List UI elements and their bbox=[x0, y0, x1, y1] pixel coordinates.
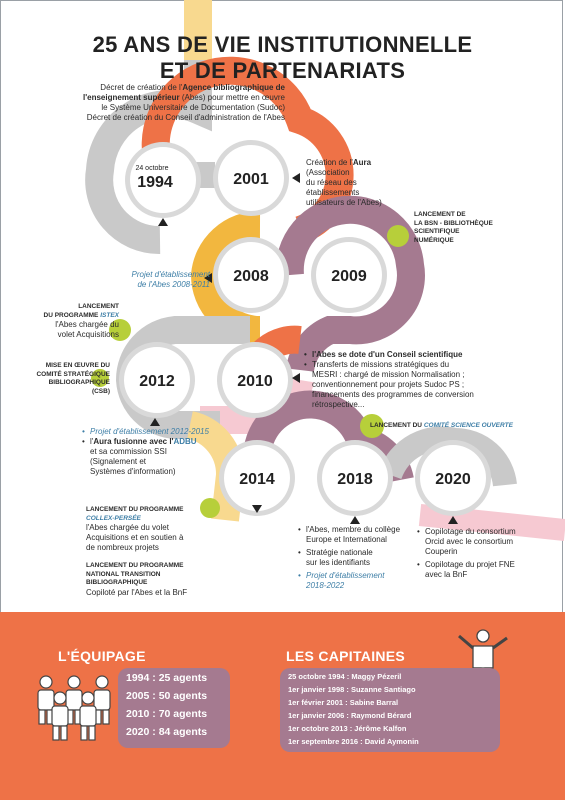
equipage-year: 2005 bbox=[126, 690, 150, 702]
year-2014: 2014 bbox=[239, 471, 275, 488]
text-line: le Système Universitaire de Documentation (Sudoc) bbox=[101, 103, 285, 112]
arrow-up-1994 bbox=[158, 218, 168, 226]
text-line: (Association bbox=[306, 168, 350, 177]
text-fragment: l' bbox=[90, 437, 94, 446]
capitaine-name: Jérôme Kalfon bbox=[354, 724, 407, 733]
text-line: et sa commission SSI bbox=[90, 447, 167, 456]
capitaines-box bbox=[280, 668, 500, 752]
text-line: • Stratégie nationale bbox=[306, 548, 373, 557]
text-line: financements des programmes de conversion bbox=[312, 390, 474, 399]
text-line: utilisateurs de l'Abes) bbox=[306, 198, 382, 207]
green-dot-bsn bbox=[387, 225, 409, 247]
arrow-up-2018 bbox=[350, 516, 360, 524]
list-item bbox=[298, 571, 418, 591]
list-item bbox=[417, 560, 547, 580]
equipage-row bbox=[126, 672, 207, 684]
capitaine-date: 1er février 2001 bbox=[288, 698, 344, 707]
text-line: NUMÉRIQUE bbox=[414, 236, 454, 244]
arrow-left-2001 bbox=[292, 173, 300, 183]
text-fragment: Décret de création de l' bbox=[100, 83, 183, 92]
capitaine-row bbox=[288, 724, 406, 733]
equipage-box bbox=[118, 668, 230, 748]
text-fragment: l'enseignement supérieur bbox=[83, 93, 180, 102]
istex-launch-text bbox=[20, 303, 119, 340]
separator: : bbox=[149, 690, 159, 702]
equipage-value: 84 agents bbox=[158, 726, 208, 738]
capitaine-date: 1er janvier 2006 bbox=[288, 711, 345, 720]
year-2020: 2020 bbox=[435, 471, 471, 488]
date-1994: 24 octobre bbox=[135, 165, 169, 172]
text-line: de l'Abes 2008-2011 bbox=[137, 280, 210, 289]
list-item: • Projet d'établissement 2012-2015 bbox=[82, 427, 242, 437]
text-line: 2018-2022 bbox=[306, 581, 345, 590]
text-fragment: Création de l' bbox=[306, 158, 353, 167]
list-item bbox=[298, 548, 418, 568]
text-line: MESRI : chargé de mission Normalisation ; bbox=[312, 370, 465, 379]
text-line: Copiloté par l'Abes et la BnF bbox=[86, 587, 188, 597]
text-line: de nombreux projets bbox=[86, 543, 159, 552]
team-people-icon bbox=[30, 674, 118, 744]
y2018-items bbox=[298, 525, 418, 591]
creation-1994-text bbox=[20, 83, 285, 123]
conseil-2010-text bbox=[304, 350, 504, 410]
title-line-1: 25 ANS DE VIE INSTITUTIONNELLE bbox=[92, 32, 473, 57]
separator: : bbox=[344, 672, 352, 681]
separator: : bbox=[344, 685, 351, 694]
text-line: MISE EN ŒUVRE DU bbox=[45, 362, 110, 369]
text-fragment: (Abes) pour mettre en œuvre bbox=[179, 93, 285, 102]
title-line-2: ET DE PARTENARIATS bbox=[159, 58, 406, 83]
list-item bbox=[304, 360, 504, 410]
text-line: rétrospective... bbox=[312, 400, 365, 409]
capitaine-row bbox=[288, 685, 416, 694]
text-line: LANCEMENT DU PROGRAMME bbox=[86, 562, 184, 569]
equipage-year: 2010 bbox=[126, 708, 150, 720]
year-2018: 2018 bbox=[337, 471, 373, 488]
text-line: LA BSN - BIBLIOTHÈQUE bbox=[414, 219, 493, 227]
page-title bbox=[0, 32, 565, 84]
text-line: du réseau des bbox=[306, 178, 357, 187]
equipage-row bbox=[126, 690, 207, 702]
text-line: Acquisitions et en soutien à bbox=[86, 533, 184, 542]
capitaine-date: 25 octobre 1994 bbox=[288, 672, 345, 681]
text-line: LANCEMENT DU PROGRAMME bbox=[86, 506, 184, 513]
separator: : bbox=[149, 672, 159, 684]
capitaine-name: David Aymonin bbox=[364, 737, 419, 746]
year-2001: 2001 bbox=[233, 171, 269, 188]
text-line: (CSB) bbox=[91, 387, 110, 395]
y2020-items bbox=[417, 527, 547, 580]
text-line: l'Abes chargée du bbox=[55, 320, 119, 329]
equipage-heading: L'ÉQUIPAGE bbox=[58, 648, 146, 664]
text-line: l'Abes chargée du volet bbox=[86, 523, 169, 532]
text-line: Projet d'établissement bbox=[131, 270, 210, 279]
capitaine-date: 1er octobre 2013 bbox=[288, 724, 348, 733]
capitaine-date: 1er janvier 1998 bbox=[288, 685, 345, 694]
bsn-launch-text bbox=[414, 211, 534, 245]
bottom-panel bbox=[0, 612, 565, 800]
separator: : bbox=[358, 737, 365, 746]
text-fragment: LANCEMENT DU bbox=[370, 422, 424, 429]
text-line: SCIENTIFIQUE bbox=[414, 228, 460, 235]
text-line: Orcid avec le consortium bbox=[425, 537, 514, 546]
text-line: Systèmes d'information) bbox=[90, 467, 176, 476]
year-1994: 1994 bbox=[137, 174, 173, 191]
text-line: Europe et International bbox=[306, 535, 387, 544]
text-line: COLLEX-PERSÉE bbox=[86, 514, 141, 522]
separator: : bbox=[344, 711, 351, 720]
list-item bbox=[298, 525, 418, 545]
capitaine-row bbox=[288, 698, 398, 707]
text-fragment: Agence bibliographique de bbox=[182, 83, 285, 92]
text-fragment: DU PROGRAMME bbox=[43, 311, 101, 319]
separator: : bbox=[149, 708, 159, 720]
equipage-value: 50 agents bbox=[158, 690, 208, 702]
capitaine-row bbox=[288, 711, 411, 720]
capitaine-name: Raymond Bérard bbox=[350, 711, 412, 720]
equipage-year: 2020 bbox=[126, 726, 150, 738]
text-line: NATIONAL TRANSITION bbox=[86, 570, 161, 578]
text-line: avec la BnF bbox=[425, 570, 468, 579]
separator: : bbox=[343, 698, 350, 707]
text-fragment: Aura fusionne avec l' bbox=[93, 437, 174, 446]
list-item bbox=[82, 437, 242, 477]
text-line: • Copilotage du projet FNE bbox=[425, 560, 515, 569]
text-line: BIBLIOGRAPHIQUE bbox=[48, 379, 110, 386]
equipage-row bbox=[126, 708, 207, 720]
projet-2008-text bbox=[80, 270, 210, 290]
list-item bbox=[417, 527, 547, 557]
text-line: établissements bbox=[306, 188, 360, 197]
text-line: (Signalement et bbox=[90, 457, 147, 466]
text-line: LANCEMENT bbox=[78, 303, 119, 310]
equipage-year: 1994 bbox=[126, 672, 150, 684]
text-line: sur les identifiants bbox=[306, 558, 371, 567]
capitaine-name: Maggy Pézeril bbox=[351, 672, 402, 681]
text-line: • Projet d'établissement bbox=[306, 571, 385, 580]
text-line: conventionnement pour projets Sudoc PS ; bbox=[312, 380, 465, 389]
text-line: • l'Abes, membre du collège bbox=[306, 525, 401, 534]
year-2008: 2008 bbox=[233, 268, 269, 285]
text-line: Couperin bbox=[425, 547, 458, 556]
capitaine-name: Suzanne Santiago bbox=[350, 685, 416, 694]
text-line: COMITÉ STRATÉGIQUE bbox=[36, 370, 110, 378]
csb-text bbox=[10, 362, 110, 396]
year-2009: 2009 bbox=[331, 268, 367, 285]
projet-2012-text bbox=[82, 427, 242, 477]
text-fragment: ISTEX bbox=[100, 311, 119, 319]
text-line: LANCEMENT DE bbox=[414, 211, 466, 218]
capitaine-row bbox=[288, 737, 419, 746]
equipage-row bbox=[126, 726, 207, 738]
separator: : bbox=[149, 726, 159, 738]
capitaine-row bbox=[288, 672, 401, 681]
text-fragment: COMITÉ SCIENCE OUVERTE bbox=[423, 422, 513, 429]
equipage-value: 25 agents bbox=[158, 672, 208, 684]
year-2012: 2012 bbox=[139, 373, 175, 390]
equipage-value: 70 agents bbox=[158, 708, 208, 720]
capitaines-heading: LES CAPITAINES bbox=[286, 648, 406, 664]
aura-2001-text bbox=[306, 158, 416, 208]
separator: : bbox=[347, 724, 355, 733]
list-item: • l'Abes se dote d'un Conseil scientifique bbox=[304, 350, 504, 360]
capitaine-date: 1er septembre 2016 bbox=[288, 737, 359, 746]
text-line: volet Acquisitions bbox=[57, 330, 119, 339]
text-fragment: ADBU bbox=[173, 437, 197, 446]
capitaine-name: Sabine Barral bbox=[349, 698, 399, 707]
national-transition-text bbox=[86, 562, 236, 598]
year-2010: 2010 bbox=[237, 373, 273, 390]
text-line: BIBLIOGRAPHIQUE bbox=[86, 579, 148, 586]
text-line: Décret de création du Conseil d'administration de l'Abes bbox=[86, 113, 285, 122]
collex-text bbox=[86, 506, 226, 553]
science-ouverte-text bbox=[370, 422, 560, 431]
text-fragment: Aura bbox=[352, 158, 372, 167]
text-line: • Transferts de missions stratégiques du bbox=[312, 360, 450, 369]
text-line: • Copilotage du consortium bbox=[425, 527, 516, 536]
